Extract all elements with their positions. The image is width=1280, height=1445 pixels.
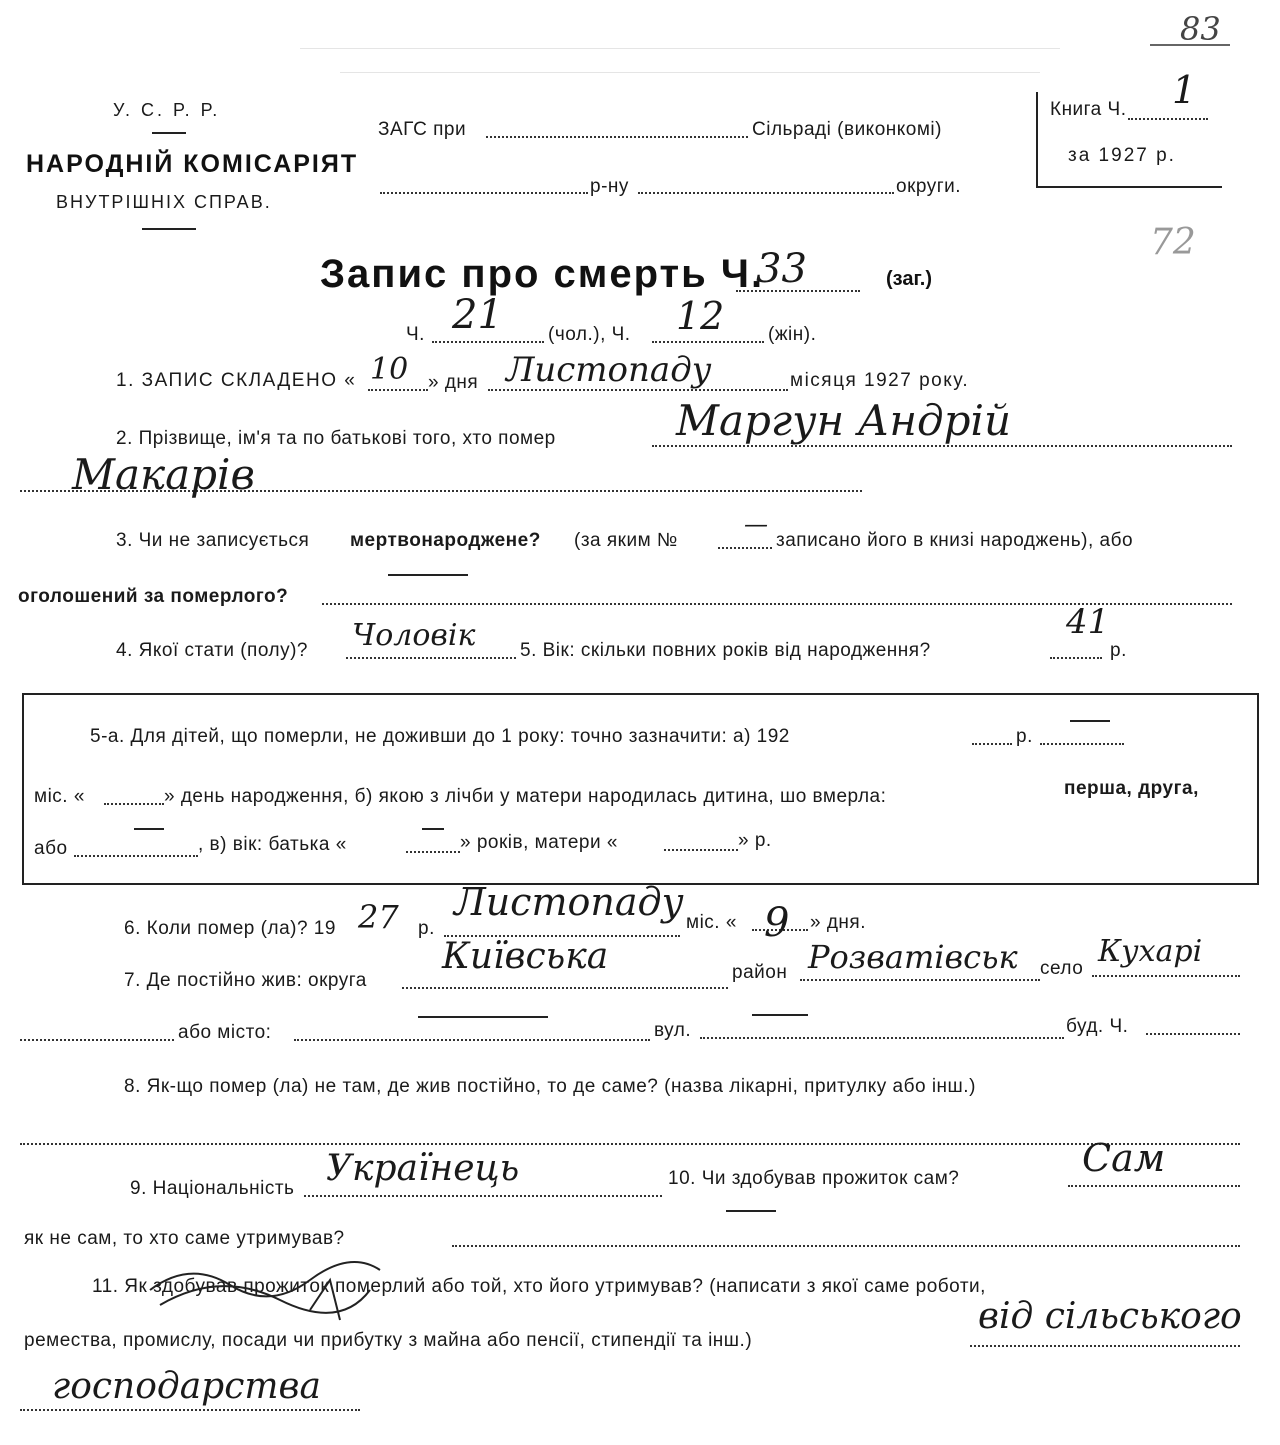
header-department: ВНУТРІШНІХ СПРАВ. — [56, 192, 272, 212]
field3-blank — [718, 547, 772, 549]
field7-raion-label: район — [732, 962, 788, 983]
zags-village-council: Сільраді (виконкомі) — [752, 119, 942, 140]
field3-stillborn: мертвонароджене? — [350, 530, 541, 551]
field3-declared: оголошений за померлого? — [18, 586, 289, 607]
field8-label: 8. Як-що помер (ла) не там, де жив постійно, то де саме? (назва лікарні, притулку або інш.) — [124, 1076, 976, 1097]
field6-r: р. — [418, 918, 435, 939]
field7-okrug-blank — [402, 987, 728, 989]
field5a-handdash — [422, 828, 444, 830]
field10-blank2 — [452, 1245, 1240, 1247]
field11-blank2 — [20, 1409, 360, 1411]
female-count-suffix: (жін). — [768, 324, 817, 345]
field5a-line3-b: , в) вік: батька « — [198, 834, 347, 855]
field2-label: 2. Прізвище, ім'я та по батькові того, хто помер — [116, 428, 556, 449]
field5a-blank — [104, 803, 164, 805]
field7-house-label: буд. Ч. — [1066, 1016, 1129, 1037]
field5a-line3-c: » років, матери « — [460, 832, 618, 853]
field7-house-blank — [1146, 1033, 1240, 1035]
field2-blank — [652, 445, 1232, 447]
field3-dash: — — [744, 510, 768, 538]
page-title: Запис про смерть Ч. — [320, 252, 765, 296]
margin-note: 72 — [1150, 222, 1196, 263]
zags-blank — [486, 136, 748, 138]
field10-dash — [726, 1210, 776, 1212]
field7-label: 7. Де постійно жив: округа — [124, 970, 367, 991]
female-count-blank — [652, 341, 764, 343]
scan-artifact — [300, 48, 1060, 49]
livelihood-line1: від сільського — [978, 1296, 1242, 1337]
field4-blank — [346, 657, 516, 659]
header-divider — [152, 132, 186, 134]
field5a-blank — [972, 743, 1012, 745]
residence-raion: Розватівськ — [808, 938, 1018, 976]
field5a-line2-bold: перша, друга, — [1064, 778, 1199, 799]
field5-blank — [1050, 657, 1102, 659]
field7-city-blank — [294, 1039, 650, 1041]
corner-underline — [1150, 44, 1230, 46]
residence-okrug: Київська — [442, 936, 609, 977]
field5a-blank — [1040, 743, 1124, 745]
field6-label: 6. Коли помер (ла)? 19 — [124, 918, 336, 939]
field1-mid: » дня — [428, 372, 479, 393]
header-divider — [142, 228, 196, 230]
field7-raion-blank — [800, 979, 1040, 981]
male-count-blank — [432, 341, 544, 343]
male-count-suffix: (чол.), Ч. — [548, 324, 631, 345]
book-number: 1 — [1172, 68, 1197, 112]
title-suffix: (заг.) — [886, 268, 933, 290]
field6-mis: міс. « — [686, 912, 737, 933]
zags-blank — [638, 192, 894, 194]
field10-if-not: як не сам, то хто саме утримував? — [24, 1228, 345, 1249]
field5a-blank — [406, 851, 460, 853]
deceased-name-line2: Макарів — [72, 450, 255, 499]
field7-street-dash — [752, 1014, 808, 1016]
field10-label: 10. Чи здобував прожиток сам? — [668, 1168, 960, 1189]
book-year: за 1927 р. — [1068, 145, 1176, 166]
field5a-line1: 5-а. Для дітей, що померли, не доживши до 1 року: точно зазначити: а) 192 — [90, 726, 790, 747]
field5a-handdash — [1070, 720, 1110, 722]
field7-selo-label: село — [1040, 958, 1084, 979]
field5a-blank — [664, 849, 738, 851]
field5-age-suffix: р. — [1110, 640, 1127, 661]
field11-blank — [970, 1345, 1240, 1347]
zags-okrug: округи. — [896, 176, 962, 197]
field3-text2: (за яким № — [574, 530, 678, 551]
zags-blank — [380, 192, 588, 194]
female-count: 12 — [676, 294, 725, 338]
death-year: 27 — [358, 898, 399, 936]
zags-district: р-ну — [590, 176, 629, 197]
livelihood-line2: господарства — [52, 1366, 321, 1407]
field7-street-label: вул. — [654, 1020, 692, 1041]
field5a-line3-a: або — [34, 838, 68, 859]
field9-blank — [304, 1195, 662, 1197]
field9-label: 9. Національність — [130, 1178, 295, 1199]
field10-blank — [1068, 1185, 1240, 1187]
residence-selo: Кухарі — [1098, 934, 1203, 969]
field3-text3: записано його в книзі народжень), або — [776, 530, 1134, 551]
scan-artifact — [340, 72, 1040, 73]
field5a-line2-b: » день народження, б) якою з лічби у матери народилась дитина, шо вмерла: — [164, 786, 887, 807]
record-number: 33 — [756, 246, 807, 292]
field11-line2: ремества, промислу, посади чи прибутку з майна або пенсії, стипендії та інш.) — [24, 1330, 753, 1351]
field1-day-blank — [368, 389, 428, 391]
field5a-line2-a: міс. « — [34, 786, 85, 807]
death-day: 9 — [764, 900, 790, 946]
header-commissariat: НАРОДНІЙ КОМІСАРІЯТ — [26, 150, 359, 178]
field1-suffix: місяця 1927 року. — [790, 370, 970, 391]
male-count: 21 — [452, 292, 503, 338]
field7-blank — [20, 1039, 174, 1041]
header-republic: У. С. Р. Р. — [113, 100, 221, 120]
sex-value: Чоловік — [352, 618, 476, 653]
self-support-value: Сам — [1082, 1136, 1166, 1180]
age-value: 41 — [1066, 602, 1110, 642]
nationality-value: Українець — [326, 1148, 520, 1189]
field5-age-label: 5. Вік: скільки повних років від народження? — [520, 640, 931, 661]
field7-city-label: або місто: — [178, 1022, 272, 1043]
field3-text1: 3. Чи не записується — [116, 530, 310, 551]
zags-prefix: ЗАГС при — [378, 119, 467, 140]
death-month: Листопаду — [454, 880, 684, 924]
field4-label: 4. Якої стати (полу)? — [116, 640, 308, 661]
scribble-mark — [130, 1250, 390, 1340]
field1-label: 1. ЗАПИС СКЛАДЕНО « — [116, 370, 357, 391]
field8-blank — [20, 1143, 1240, 1145]
field5a-line3-d: » р. — [738, 830, 772, 851]
deceased-name-line1: Маргун Андрій — [676, 396, 1011, 445]
field1-month: Листопаду — [506, 350, 712, 390]
field3-handdash — [388, 574, 468, 576]
field5a-handdash — [134, 828, 164, 830]
corner-number: 83 — [1180, 10, 1221, 48]
field1-day: 10 — [370, 352, 409, 387]
field7-selo-blank — [1092, 975, 1240, 977]
field5a-blank — [74, 855, 198, 857]
field5a-line1-end: р. — [1016, 726, 1033, 747]
field6-end: » дня. — [810, 912, 866, 933]
book-label: Книга Ч. — [1050, 99, 1127, 120]
book-blank — [1128, 118, 1208, 120]
male-count-label: Ч. — [406, 324, 425, 345]
field7-city-dash — [418, 1016, 548, 1018]
field11-line1: 11. Як здобував прожиток померлий або той, хто його утримував? (написати з якої саме роботи, — [92, 1276, 986, 1297]
field7-street-blank — [700, 1037, 1064, 1039]
